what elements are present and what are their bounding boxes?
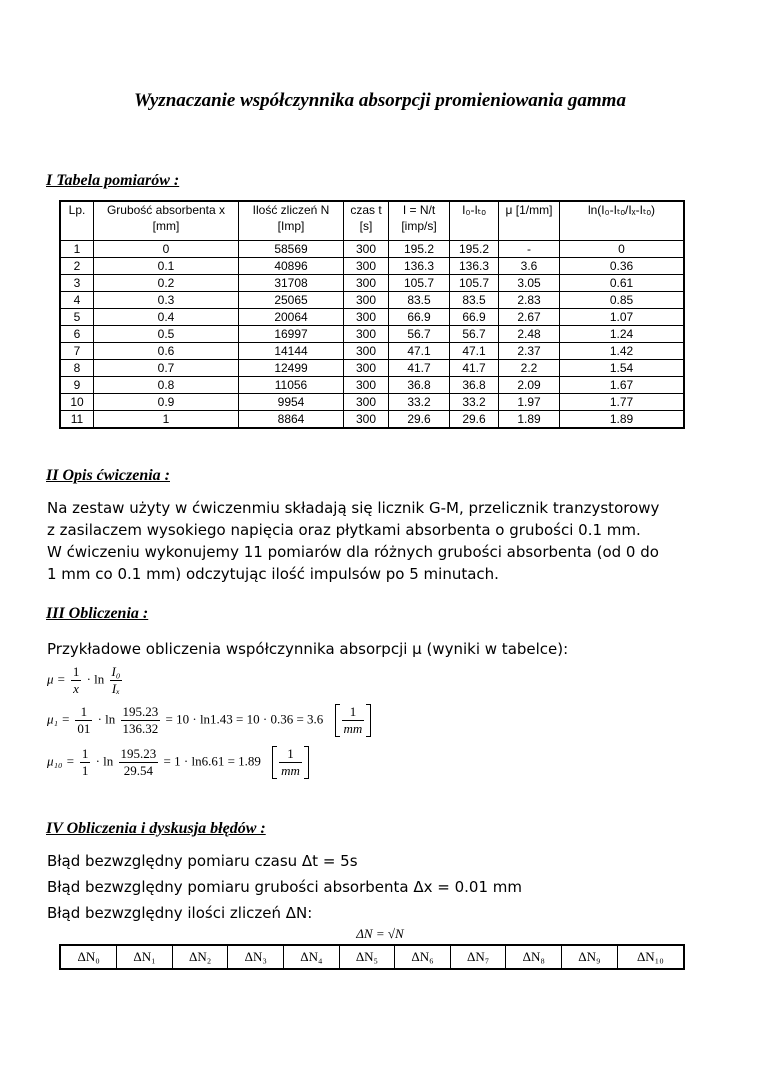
header-cell: czas t [s] (344, 201, 389, 241)
table-cell: 2.2 (499, 360, 560, 377)
table-cell: 66.9 (450, 309, 499, 326)
table-cell: 36.8 (389, 377, 450, 394)
table-row (60, 258, 684, 275)
delta-n-cell: ΔN₇ (450, 945, 506, 969)
table-cell: 41.7 (450, 360, 499, 377)
table-cell: 83.5 (450, 292, 499, 309)
header-cell: ln(I₀-Iₜₒ/Iₓ-Iₜₒ) (560, 201, 685, 241)
table-cell: 300 (344, 326, 389, 343)
table-cell: 0.3 (94, 292, 239, 309)
table-cell: 1.97 (499, 394, 560, 411)
table-cell: 36.8 (450, 377, 499, 394)
errors-paragraph (47, 850, 727, 924)
table-cell: 0 (94, 241, 239, 258)
section-heading-errors: IV Obliczenia i dyskusja błędów : (46, 820, 266, 837)
table-row (60, 326, 684, 343)
text-line: Błąd bezwzględny pomiaru czasu Δt = 5s (47, 852, 358, 870)
table-cell: 0.4 (94, 309, 239, 326)
delta-n-cell: ΔN₃ (228, 945, 284, 969)
table-cell: 0 (560, 241, 685, 258)
table-cell: 3.6 (499, 258, 560, 275)
table-header-row (60, 201, 684, 241)
formula-mu-10: μ₁₀ = $\frac{1}{1}$ · ln $\frac{195.23}{29.54}$ = 1 · ln6.61 = 1.89 $\frac{1}{mm}$ (47, 746, 309, 779)
section-heading-measurements: I Tabela pomiarów : (46, 172, 180, 189)
table-cell: 0.85 (560, 292, 685, 309)
table-cell: 2.67 (499, 309, 560, 326)
table-cell: 1.07 (560, 309, 685, 326)
table-cell: 29.6 (389, 411, 450, 429)
table-row (60, 343, 684, 360)
text-line: 1 mm co 0.1 mm) odczytując ilość impulsów po 5 minutach. (47, 565, 499, 583)
table-cell: 9 (60, 377, 94, 394)
table-cell: 16997 (239, 326, 344, 343)
table-cell: 14144 (239, 343, 344, 360)
description-paragraph (47, 497, 727, 585)
table-cell: 300 (344, 258, 389, 275)
table-cell: - (499, 241, 560, 258)
table-cell: 0.6 (94, 343, 239, 360)
table-cell: 1 (60, 241, 94, 258)
table-cell: 300 (344, 275, 389, 292)
table-cell: 136.3 (450, 258, 499, 275)
table-cell: 20064 (239, 309, 344, 326)
table-cell: 1.89 (499, 411, 560, 429)
header-cell: Ilość zliczeń N [Imp] (239, 201, 344, 241)
table-cell: 0.1 (94, 258, 239, 275)
table-cell: 300 (344, 394, 389, 411)
delta-n-cell: ΔN₆ (395, 945, 451, 969)
table-row (60, 377, 684, 394)
table-cell: 5 (60, 309, 94, 326)
table-cell: 0.9 (94, 394, 239, 411)
table-row (60, 275, 684, 292)
table-cell: 8 (60, 360, 94, 377)
table-cell: 2.48 (499, 326, 560, 343)
table-cell: 33.2 (450, 394, 499, 411)
table-cell: 40896 (239, 258, 344, 275)
table-cell: 0.8 (94, 377, 239, 394)
section-heading-description: II Opis ćwiczenia : (46, 467, 170, 484)
table-row (60, 241, 684, 258)
measurement-table (59, 200, 685, 429)
delta-n-cell: ΔN₂ (172, 945, 228, 969)
table-row (60, 411, 684, 429)
header-cell: μ [1/mm] (499, 201, 560, 241)
table-cell: 58569 (239, 241, 344, 258)
delta-n-cell: ΔN₅ (339, 945, 395, 969)
table-cell: 1.24 (560, 326, 685, 343)
table-row (60, 360, 684, 377)
sqrt-formula: ΔN = √N (356, 926, 404, 941)
table-row (60, 309, 684, 326)
table-cell: 1.89 (560, 411, 685, 429)
delta-n-cell: ΔN₀ (60, 945, 117, 969)
table-cell: 3 (60, 275, 94, 292)
table-cell: 0.2 (94, 275, 239, 292)
table-cell: 1.42 (560, 343, 685, 360)
table-cell: 66.9 (389, 309, 450, 326)
table-cell: 0.61 (560, 275, 685, 292)
table-cell: 2.83 (499, 292, 560, 309)
text-line: Błąd bezwzględny pomiaru grubości absorbenta Δx = 0.01 mm (47, 878, 522, 896)
table-cell: 56.7 (389, 326, 450, 343)
table-cell: 9954 (239, 394, 344, 411)
table-cell: 11056 (239, 377, 344, 394)
table-row (60, 394, 684, 411)
text-line: Na zestaw użyty w ćwiczenmiu składają się licznik G-M, przelicznik tranzystorowy (47, 499, 660, 517)
formula-mu-1: μ₁ = $\frac{1}{01}$ · ln $\frac{195.23}{136.32}$ = 10 · ln1.43 = 10 · 0.36 = 3.6 $\frac{1}{mm}$ (47, 704, 371, 737)
delta-n-cell: ΔN₈ (506, 945, 562, 969)
table-cell: 83.5 (389, 292, 450, 309)
table-cell: 300 (344, 360, 389, 377)
table-cell: 0.5 (94, 326, 239, 343)
table-cell: 1.54 (560, 360, 685, 377)
table-cell: 47.1 (450, 343, 499, 360)
page-title: Wyznaczanie współczynnika absorpcji promieniowania gamma (134, 90, 626, 111)
table-cell: 12499 (239, 360, 344, 377)
table-cell: 1.77 (560, 394, 685, 411)
text-line: W ćwiczeniu wykonujemy 11 pomiarów dla różnych grubości absorbenta (od 0 do (47, 543, 659, 561)
table-cell: 11 (60, 411, 94, 429)
table-cell: 300 (344, 292, 389, 309)
calculations-intro: Przykładowe obliczenia współczynnika absorpcji μ (wyniki w tabelce): (47, 640, 569, 658)
table-cell: 29.6 (450, 411, 499, 429)
table-cell: 1 (94, 411, 239, 429)
header-cell: I = N/t [imp/s] (389, 201, 450, 241)
table-cell: 2.09 (499, 377, 560, 394)
table-cell: 300 (344, 411, 389, 429)
table-cell: 136.3 (389, 258, 450, 275)
formula-mu-general: μ = $\frac{1}{x}$ · ln $\frac{\text{I₀}}{\text{Iₓ}}$ (47, 664, 121, 696)
table-cell: 47.1 (389, 343, 450, 360)
table-cell: 25065 (239, 292, 344, 309)
table-row (60, 292, 684, 309)
table-cell: 3.05 (499, 275, 560, 292)
delta-n-cell: ΔN₁₀ (617, 945, 684, 969)
header-cell: Grubość absorbenta x [mm] (94, 201, 239, 241)
table-cell: 300 (344, 377, 389, 394)
table-cell: 8864 (239, 411, 344, 429)
table-cell: 2.37 (499, 343, 560, 360)
table-cell: 300 (344, 241, 389, 258)
delta-n-table (59, 944, 685, 970)
table-cell: 105.7 (389, 275, 450, 292)
table-cell: 0.7 (94, 360, 239, 377)
table-cell: 4 (60, 292, 94, 309)
table-cell: 195.2 (450, 241, 499, 258)
table-row (60, 945, 684, 969)
table-cell: 33.2 (389, 394, 450, 411)
section-heading-calculations: III Obliczenia : (46, 605, 149, 622)
table-cell: 6 (60, 326, 94, 343)
text-line: z zasilaczem wysokiego napięcia oraz płytkami absorbenta o grubości 0.1 mm. (47, 521, 641, 539)
table-cell: 2 (60, 258, 94, 275)
table-cell: 105.7 (450, 275, 499, 292)
table-cell: 7 (60, 343, 94, 360)
delta-n-cell: ΔN₄ (284, 945, 340, 969)
header-cell: Lp. (60, 201, 94, 241)
table-cell: 195.2 (389, 241, 450, 258)
table-cell: 56.7 (450, 326, 499, 343)
table-cell: 1.67 (560, 377, 685, 394)
table-cell: 0.36 (560, 258, 685, 275)
table-cell: 300 (344, 309, 389, 326)
table-cell: 10 (60, 394, 94, 411)
table-cell: 300 (344, 343, 389, 360)
table-cell: 31708 (239, 275, 344, 292)
delta-n-cell: ΔN₉ (562, 945, 618, 969)
text-line: Błąd bezwzględny ilości zliczeń ΔN: (47, 904, 313, 922)
table-cell: 41.7 (389, 360, 450, 377)
delta-n-cell: ΔN₁ (117, 945, 173, 969)
header-cell: I₀-Iₜₒ (450, 201, 499, 241)
